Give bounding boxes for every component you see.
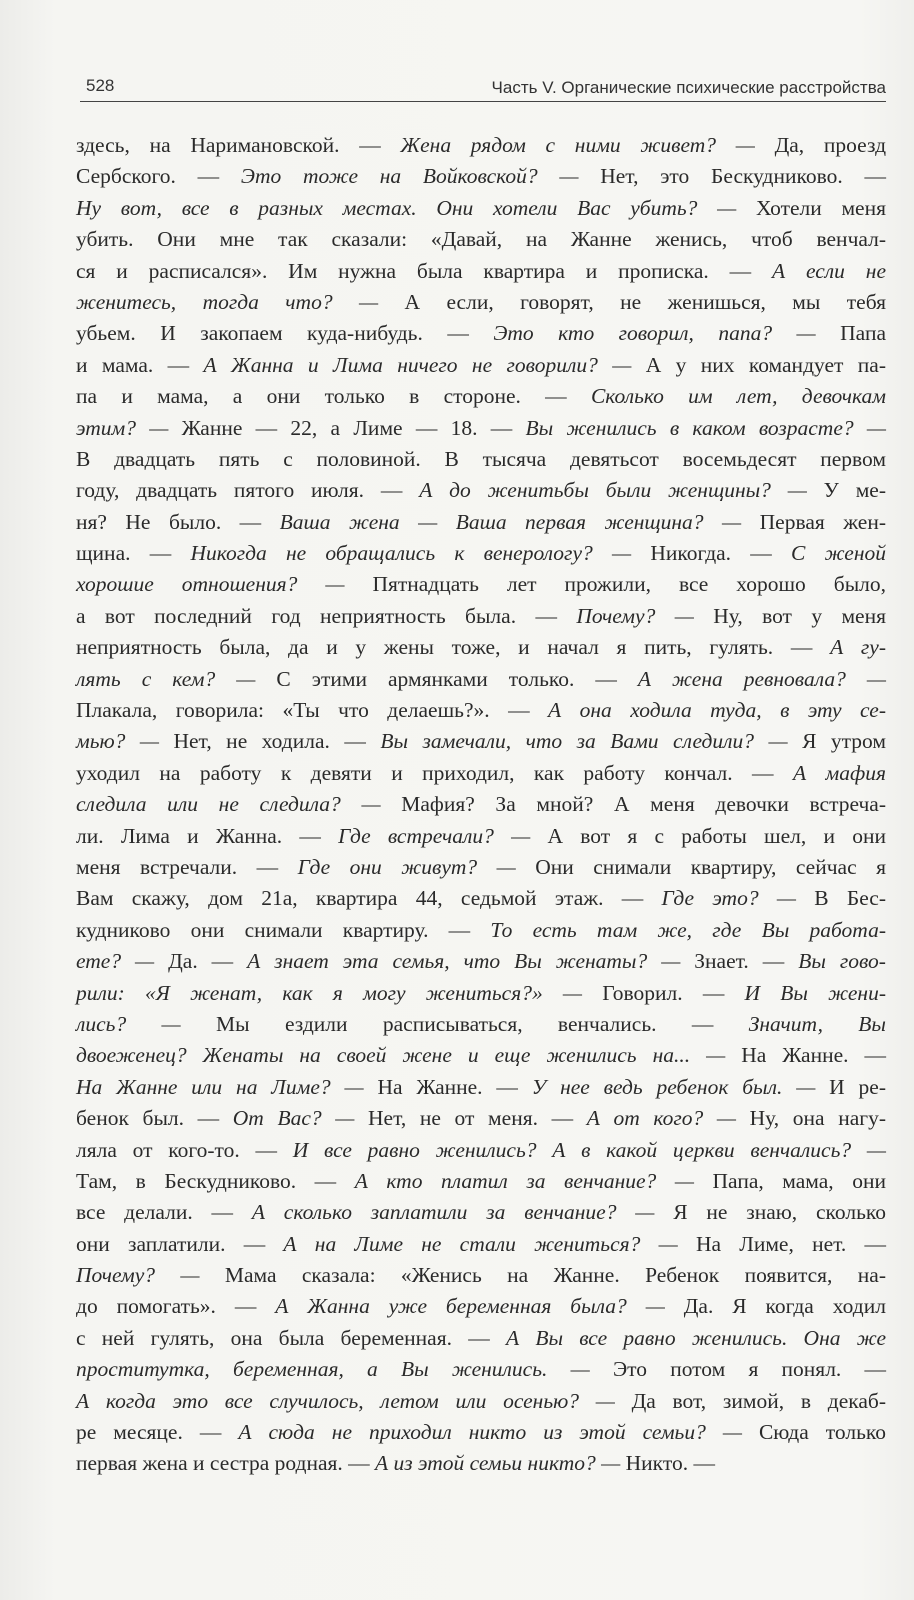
- answer-text: В двадцать пять с половиной. В тысяча девятьсот восемьдесят первом: [76, 446, 886, 471]
- question-text: А Жанна и Лима ничего не говорили? —: [203, 352, 646, 377]
- answer-text: Мафия? За мной? А меня девочки встреча-: [401, 792, 886, 817]
- answer-text: здесь, на Наримановской. —: [76, 133, 401, 157]
- answer-text: С этими армянками только. —: [276, 666, 638, 691]
- answer-text: Плакала, говорила: «Ты что делаешь?». —: [76, 698, 549, 723]
- question-text: А кто платил за венчание? —: [354, 1168, 713, 1193]
- question-text: этим? —: [76, 415, 182, 440]
- text-line: [76, 475, 886, 506]
- answer-text: Ну, вот у меня: [713, 603, 886, 628]
- answer-text: Я утром: [802, 729, 886, 754]
- question-text: Ваша жена — Ваша первая женщина? —: [279, 509, 760, 534]
- text-line: [76, 789, 886, 820]
- answer-text: Мама сказала: «Женись на Жанне. Ребенок появится, на-: [224, 1263, 887, 1288]
- question-text: А когда это все случилось, летом или осенью? —: [76, 1388, 632, 1413]
- answer-text: А если, говорят, не женишься, мы тебя: [404, 289, 886, 314]
- answer-text: Да, проезд: [774, 133, 887, 157]
- text-line: [76, 507, 886, 538]
- text-line: [76, 1260, 886, 1291]
- answer-text: все делали. —: [76, 1200, 252, 1225]
- answer-text: Они снимали квартиру, сейчас я: [535, 854, 886, 879]
- text-line: [76, 1072, 886, 1103]
- question-text: А знает эта семья, что Вы женаты? —: [247, 949, 695, 974]
- running-head: Часть V. Органические психические расстройства: [491, 78, 886, 97]
- text-line: [76, 601, 886, 632]
- text-line: [76, 664, 886, 695]
- answer-text: Это потом я понял. —: [612, 1357, 887, 1382]
- answer-text: Вам скажу, дом 21а, квартира 44, седьмой этаж. —: [76, 886, 662, 911]
- answer-text: убить. Они мне так сказали: «Давай, на Жанне женись, чтоб венчал-: [76, 227, 886, 252]
- answer-text: с ней гулять, она была беременная. —: [76, 1325, 506, 1350]
- text-line: [76, 1229, 886, 1260]
- answer-text: Жанне — 22, а Лиме — 18. —: [181, 415, 526, 440]
- answer-text: Там, в Бескудниково. —: [76, 1168, 355, 1193]
- answer-text: убьем. И закопаем куда-нибудь. —: [76, 321, 494, 346]
- question-text: А жена ревновала? —: [637, 666, 886, 691]
- question-text: мью? —: [76, 729, 174, 754]
- text-line: [76, 1009, 886, 1040]
- answer-text: Нет, не от меня. —: [368, 1106, 587, 1131]
- answer-text: У ме-: [823, 478, 887, 503]
- answer-text: а вот последний год неприятность была. —: [76, 603, 577, 628]
- text-line: [76, 569, 886, 600]
- answer-text: меня встречали. —: [76, 854, 298, 879]
- question-text: А Вы все равно женились. Она же: [505, 1325, 886, 1350]
- answer-text: В Бес-: [814, 886, 886, 911]
- question-text: хорошие отношения? —: [76, 572, 373, 597]
- text-line: [76, 1417, 886, 1448]
- text-line: [76, 287, 886, 318]
- text-line: [76, 1448, 886, 1479]
- text-line: [76, 1386, 886, 1417]
- question-text: двоеженец? Женаты на своей жене и еще женились на... —: [76, 1043, 742, 1068]
- answer-text: Да. Я когда ходил: [683, 1294, 886, 1319]
- question-text: И Вы жени-: [744, 980, 886, 1005]
- question-text: Жена рядом с ними живет? —: [400, 133, 775, 157]
- text-line: [76, 381, 886, 412]
- question-text: А сюда не приходил никто из этой семьи? —: [238, 1420, 759, 1445]
- text-line: [76, 946, 886, 977]
- question-text: лять с кем? —: [76, 666, 277, 691]
- answer-text: Никто. —: [625, 1451, 715, 1476]
- text-line: [76, 1135, 886, 1166]
- text-line: [76, 1323, 886, 1354]
- question-text: Ну вот, все в разных местах. Они хотели Вас убить? —: [76, 195, 756, 220]
- answer-text: кудниково они снимали квартиру. —: [76, 917, 491, 942]
- text-line: [76, 1354, 886, 1385]
- question-text: У нее ведь ребенок был. —: [531, 1074, 830, 1099]
- question-text: А из этой семьи никто? —: [375, 1451, 626, 1476]
- page-number: 528: [86, 76, 115, 95]
- answer-text: году, двадцать пятого июля. —: [76, 478, 420, 503]
- answer-text: ре месяце. —: [76, 1420, 239, 1445]
- question-text: А сколько заплатили за венчание? —: [251, 1200, 674, 1225]
- answer-text: Никогда. —: [650, 541, 791, 566]
- text-line: [76, 1197, 886, 1228]
- question-text: На Жанне или на Лиме? —: [76, 1074, 378, 1099]
- answer-text: Сербского. —: [76, 164, 241, 189]
- answer-text: ся и расписался». Им нужна была квартира и прописка. —: [76, 258, 772, 283]
- question-text: Где встречали? —: [338, 823, 548, 848]
- text-line: [76, 224, 886, 255]
- question-text: Вы замечали, что за Вами следили? —: [380, 729, 803, 754]
- question-text: Почему? —: [76, 1263, 225, 1288]
- question-text: Это кто говорил, папа? —: [493, 321, 841, 346]
- answer-text: первая жена и сестра родная. —: [76, 1451, 376, 1476]
- text-line: [76, 413, 886, 444]
- question-text: женитесь, тогда что? —: [76, 289, 405, 314]
- question-text: А до женитьбы были женщины? —: [419, 478, 824, 503]
- question-text: А гу-: [830, 635, 886, 660]
- answer-text: А вот я с работы шел, и они: [547, 823, 886, 848]
- text-line: [76, 1291, 886, 1322]
- text-line: [76, 978, 886, 1009]
- question-text: От Вас? —: [232, 1106, 369, 1131]
- text-line: [76, 1103, 886, 1134]
- answer-text: Нет, не ходила. —: [173, 729, 381, 754]
- question-text: Где это? —: [661, 886, 815, 911]
- answer-text: до помогать». —: [76, 1294, 276, 1319]
- answer-text: Мы ездили расписываться, венчались. —: [216, 1011, 749, 1036]
- question-text: рили: «Я женат, как я могу жениться?» —: [76, 980, 603, 1005]
- text-line: [76, 852, 886, 883]
- answer-text: На Жанне. —: [377, 1074, 532, 1099]
- body-text: [76, 130, 886, 1480]
- answer-text: па и мама, а они только в стороне. —: [76, 384, 591, 409]
- text-line: [76, 1040, 886, 1071]
- text-line: [76, 444, 886, 475]
- answer-text: Ну, она нагу-: [749, 1106, 886, 1131]
- answer-text: бенок был. —: [76, 1106, 233, 1131]
- question-text: А Жанна уже беременная была? —: [275, 1294, 684, 1319]
- question-text: И все равно женились? А в какой церкви венчались? —: [292, 1137, 886, 1162]
- header-rule: [80, 101, 886, 102]
- answer-text: Сюда только: [758, 1420, 886, 1445]
- text-line: [76, 821, 886, 852]
- question-text: Это тоже на Войковской? —: [240, 164, 601, 189]
- text-line: [76, 161, 886, 192]
- question-text: А мафия: [792, 760, 886, 785]
- text-line: [76, 632, 886, 663]
- answer-text: На Жанне. —: [741, 1043, 886, 1068]
- question-text: лись? —: [76, 1011, 217, 1036]
- answer-text: Хотели меня: [755, 195, 886, 220]
- answer-text: ня? Не было. —: [76, 509, 280, 534]
- answer-text: Знает. —: [694, 949, 799, 974]
- question-text: ете? —: [76, 949, 169, 974]
- question-text: А на Лиме не стали жениться? —: [283, 1231, 696, 1256]
- answer-text: А у них командует па-: [645, 352, 886, 377]
- answer-text: щина. —: [76, 541, 191, 566]
- answer-text: Пятнадцать лет прожили, все хорошо было,: [372, 572, 886, 597]
- text-line: [76, 193, 886, 224]
- question-text: Почему? —: [576, 603, 714, 628]
- answer-text: И ре-: [829, 1074, 887, 1099]
- answer-text: Первая жен-: [759, 509, 886, 534]
- answer-text: уходил на работу к девяти и приходил, как работу кончал. —: [76, 760, 793, 785]
- question-text: С женой: [791, 541, 886, 566]
- text-line: [76, 350, 886, 381]
- question-text: Где они живут? —: [297, 854, 536, 879]
- answer-text: Папа: [840, 321, 886, 346]
- text-line: [76, 758, 886, 789]
- text-line: [76, 538, 886, 569]
- answer-text: На Лиме, нет. —: [695, 1231, 886, 1256]
- question-text: Вы гово-: [798, 949, 886, 974]
- question-text: А если не: [772, 258, 886, 283]
- page-header: [80, 72, 886, 100]
- text-line: [76, 130, 886, 161]
- answer-text: Говорил. —: [602, 980, 745, 1005]
- answer-text: Да вот, зимой, в декаб-: [631, 1388, 886, 1413]
- answer-text: Да. —: [168, 949, 248, 974]
- answer-text: ли. Лима и Жанна. —: [76, 823, 339, 848]
- question-text: А она ходила туда, в эту се-: [548, 698, 886, 723]
- question-text: проститутка, беременная, а Вы женились. —: [76, 1357, 613, 1382]
- answer-text: и мама. —: [76, 352, 204, 377]
- text-line: [76, 318, 886, 349]
- answer-text: Папа, мама, они: [712, 1168, 886, 1193]
- text-line: [76, 883, 886, 914]
- question-text: Значит, Вы: [748, 1011, 886, 1036]
- text-line: [76, 695, 886, 726]
- text-line: [76, 1166, 886, 1197]
- answer-text: Нет, это Бескудниково. —: [600, 164, 886, 189]
- text-line: [76, 915, 886, 946]
- question-text: Никогда не обращались к венерологу? —: [190, 541, 651, 566]
- answer-text: Я не знаю, сколько: [673, 1200, 886, 1225]
- answer-text: ляла от кого-то. —: [76, 1137, 293, 1162]
- answer-text: они заплатили. —: [76, 1231, 284, 1256]
- question-text: А от кого? —: [586, 1106, 750, 1131]
- question-text: Сколько им лет, девочкам: [590, 384, 886, 409]
- text-line: [76, 256, 886, 287]
- question-text: Вы женились в каком возрасте? —: [525, 415, 886, 440]
- question-text: следила или не следила? —: [76, 792, 402, 817]
- question-text: То есть там же, где Вы работа-: [490, 917, 886, 942]
- text-line: [76, 726, 886, 757]
- answer-text: неприятность была, да и у жены тоже, и начал я пить, гулять. —: [76, 635, 831, 660]
